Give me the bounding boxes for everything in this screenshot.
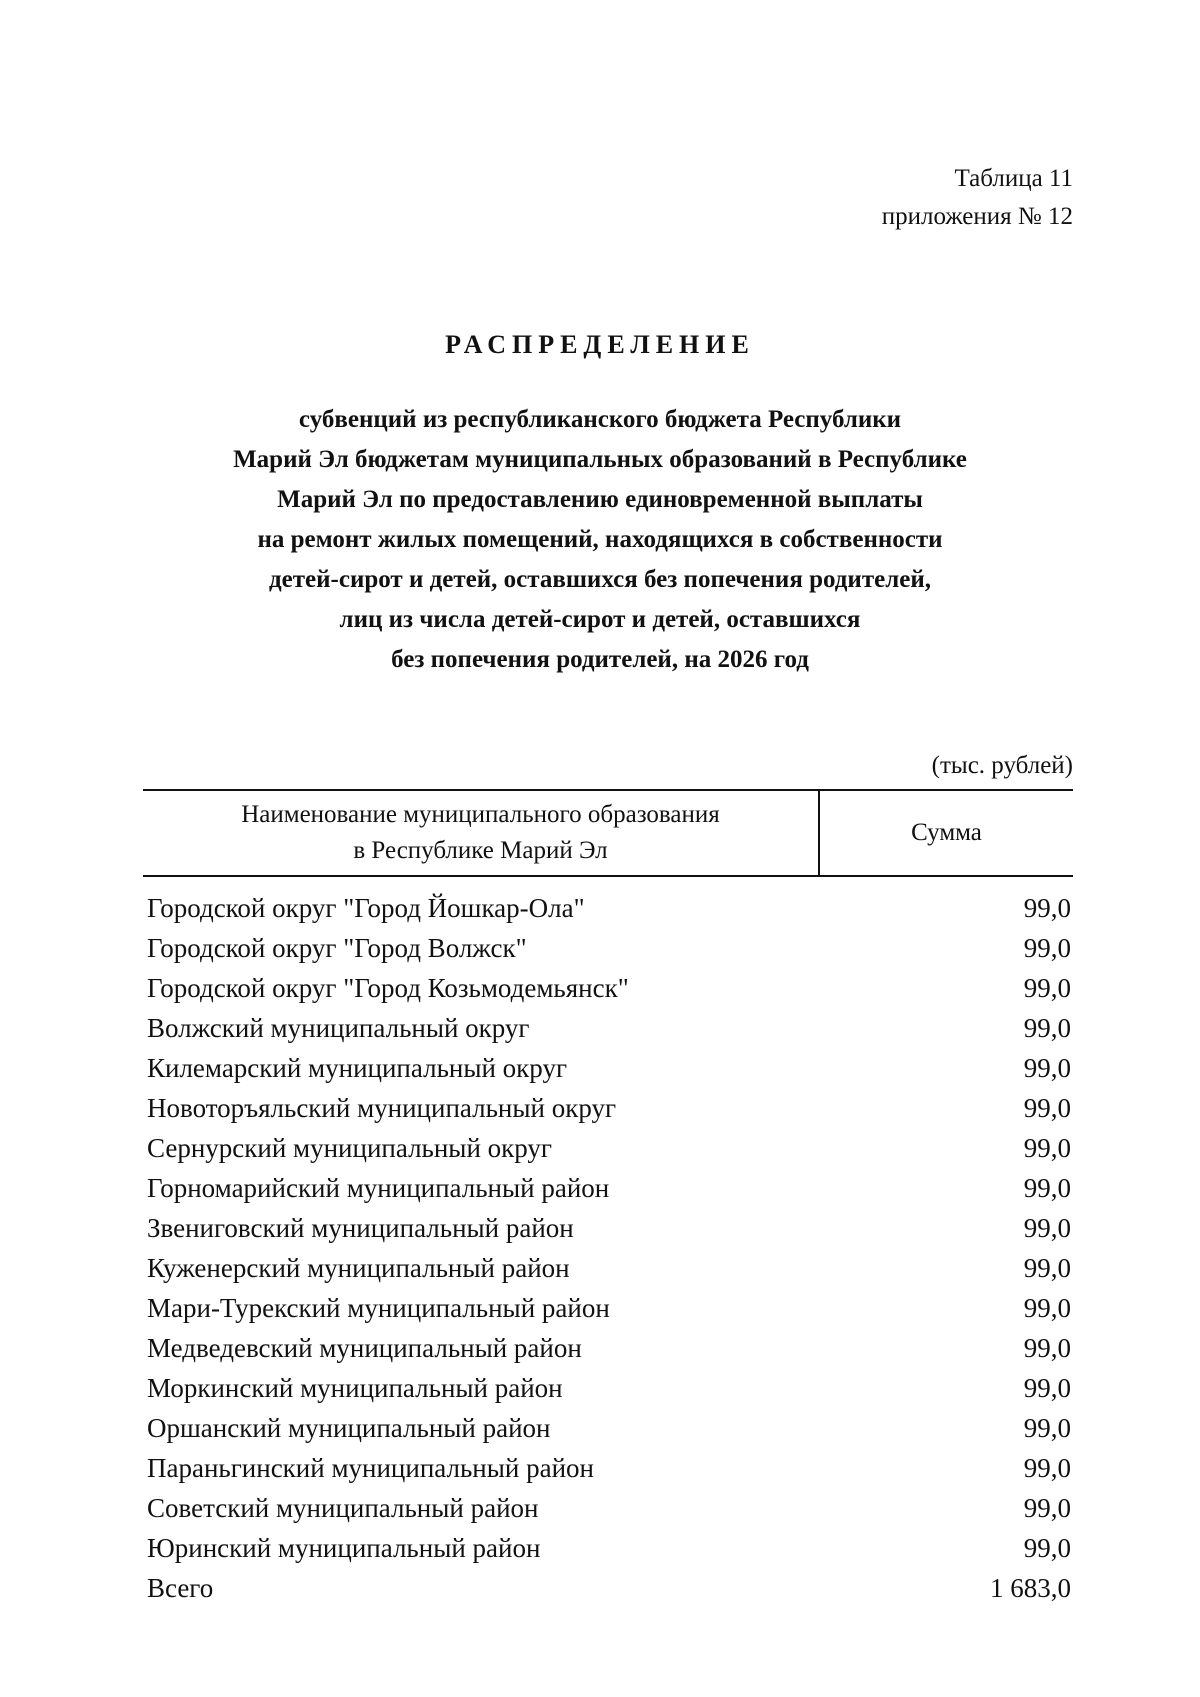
row-name: Параньгинский муниципальный район [147,1453,594,1483]
subtitle-line: без попечения родителей, на 2026 год [391,646,809,673]
header-name-line: Наименование муниципального образования [241,801,720,828]
table-row [147,1488,1071,1528]
table-row [147,1288,1071,1328]
document-title: РАСПРЕДЕЛЕНИЕ [445,330,755,359]
table-row [147,1528,1071,1568]
units-label: (тыс. рублей) [931,752,1073,779]
table-row [147,1408,1071,1448]
row-sum: 99,0 [1023,1013,1071,1043]
document-subtitle [150,400,1050,680]
header-name-cell [143,791,820,875]
table-row [147,1088,1071,1128]
subtitle-line: детей-сирот и детей, оставшихся без попечения родителей, [269,566,931,593]
row-name: Советский муниципальный район [147,1493,539,1523]
row-name: Килемарский муниципальный округ [147,1053,568,1083]
table-row [147,1008,1071,1048]
row-sum: 99,0 [1023,1373,1071,1403]
table-row [147,1048,1071,1088]
row-sum: 99,0 [1023,1133,1071,1163]
row-name: Городской округ "Город Волжск" [147,933,527,963]
row-name: Медведевский муниципальный район [147,1333,582,1363]
table-row [147,928,1071,968]
row-sum: 99,0 [1023,1093,1071,1123]
table-row [147,1128,1071,1168]
row-sum: 99,0 [1023,1053,1071,1083]
row-sum: 99,0 [1023,933,1071,963]
row-sum: 99,0 [1023,1173,1071,1203]
total-sum: 1 683,0 [990,1573,1071,1603]
table-body [147,888,1071,1608]
subtitle-line: на ремонт жилых помещений, находящихся в собственности [257,526,943,553]
header-sum-cell: Сумма [911,819,982,846]
row-name: Куженерский муниципальный район [147,1253,570,1283]
table-row [147,1328,1071,1368]
row-name: Оршанский муниципальный район [147,1413,551,1443]
row-name: Волжский муниципальный округ [147,1013,530,1043]
row-name: Мари-Турекский муниципальный район [147,1293,610,1323]
row-name: Новоторъяльский муниципальный округ [147,1093,617,1123]
table-row [147,1168,1071,1208]
row-sum: 99,0 [1023,1253,1071,1283]
table-row [147,1208,1071,1248]
row-sum: 99,0 [1023,893,1071,923]
row-name: Юринский муниципальный район [147,1533,541,1563]
subtitle-line: лиц из числа детей-сирот и детей, оставшихся [339,606,861,633]
table-row [147,968,1071,1008]
row-name: Горномарийский муниципальный район [147,1173,610,1203]
table-row [147,1248,1071,1288]
row-name: Городской округ "Город Козьмодемьянск" [147,973,629,1003]
table-reference [882,160,1073,236]
row-name: Городской округ "Город Йошкар-Ола" [147,893,585,923]
subtitle-line: Марий Эл бюджетам муниципальных образований в Республике [233,446,967,473]
row-name: Сернурский муниципальный округ [147,1133,552,1163]
subtitle-line: субвенций из республиканского бюджета Республики [298,406,902,433]
table-row [147,1448,1071,1488]
row-sum: 99,0 [1023,973,1071,1003]
row-name: Звениговский муниципальный район [147,1213,574,1243]
total-label: Всего [147,1573,214,1603]
subtitle-line: Марий Эл по предоставлению единовременной выплаты [277,486,923,513]
annex-number: приложения № 12 [881,203,1073,230]
row-sum: 99,0 [1023,1453,1071,1483]
total-row [147,1568,1071,1608]
row-sum: 99,0 [1023,1493,1071,1523]
row-sum: 99,0 [1023,1533,1071,1563]
table-header [143,789,1073,877]
header-name-line: в Республике Марий Эл [353,837,608,864]
table-row [147,1368,1071,1408]
table-row [147,888,1071,928]
row-sum: 99,0 [1023,1213,1071,1243]
table-number: Таблица 11 [954,165,1073,192]
row-sum: 99,0 [1023,1413,1071,1443]
row-sum: 99,0 [1023,1293,1071,1323]
row-name: Моркинский муниципальный район [147,1373,563,1403]
row-sum: 99,0 [1023,1333,1071,1363]
